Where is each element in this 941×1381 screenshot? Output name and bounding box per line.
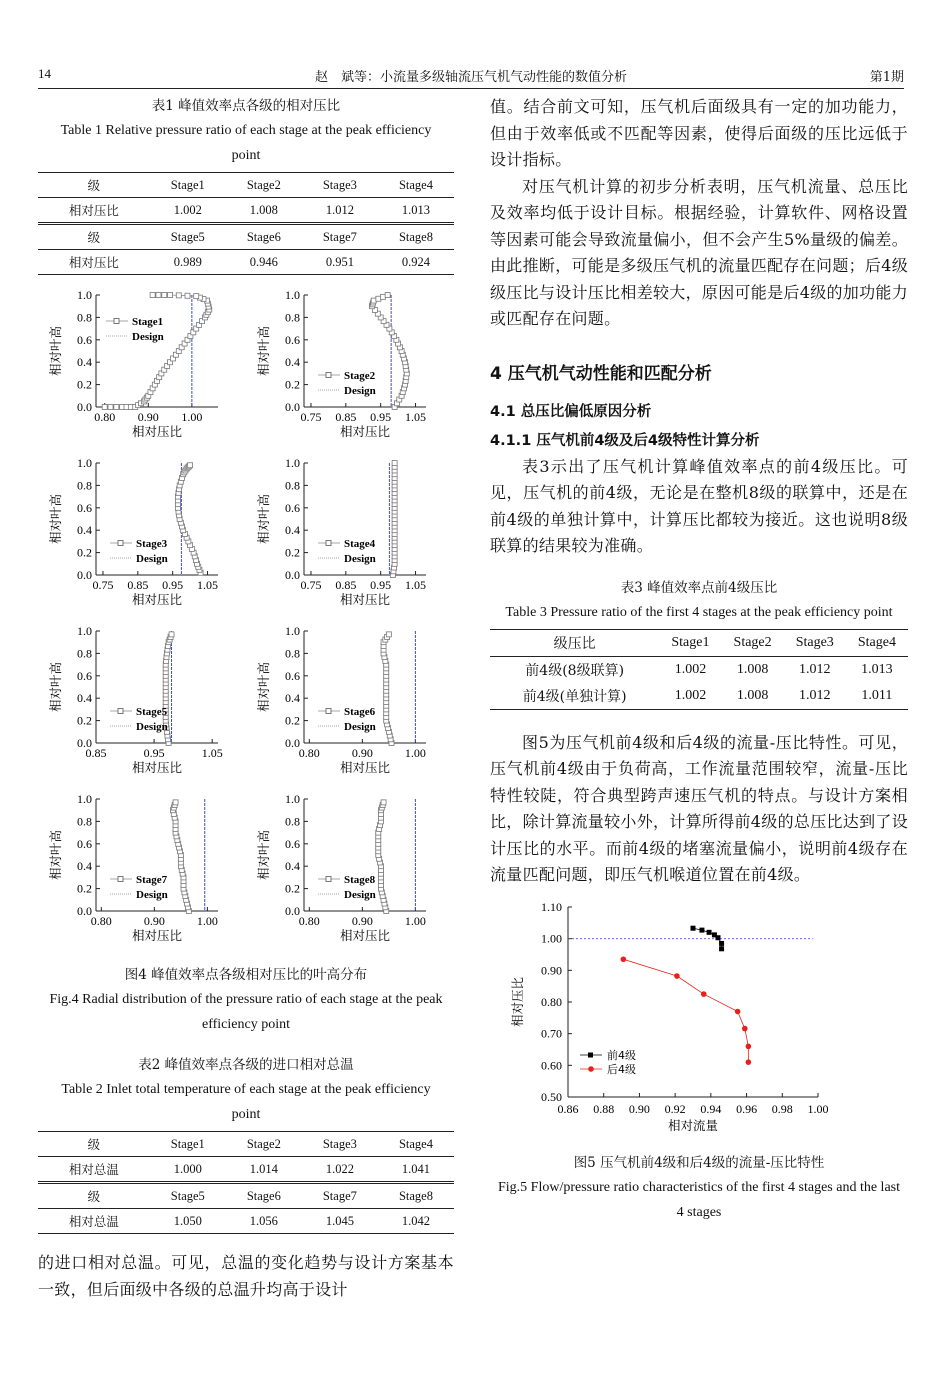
table-cell: 1.002 xyxy=(659,683,721,710)
legend-marker xyxy=(118,709,123,714)
y-axis-label: 相对叶高 xyxy=(48,829,63,881)
x-tick-label: 0.94 xyxy=(700,1101,722,1116)
y-tick-label: 0.2 xyxy=(285,713,300,728)
x-tick-label: 0.92 xyxy=(664,1101,686,1116)
legend-stage-label: Stage7 xyxy=(136,874,168,886)
section-heading-4: 4 压气机气动性能和匹配分析 xyxy=(490,363,712,384)
data-point xyxy=(621,956,627,962)
table-cell: 1.050 xyxy=(150,1209,226,1234)
x-tick-label: 0.90 xyxy=(137,410,159,424)
data-point xyxy=(114,405,119,410)
x-tick-label: 0.90 xyxy=(351,914,373,928)
y-tick-label: 0.4 xyxy=(285,859,300,874)
x-axis-label: 相对压比 xyxy=(339,760,391,775)
y-tick-label: 0.0 xyxy=(285,736,300,750)
y-tick-label: 0.8 xyxy=(285,814,300,829)
x-tick-label: 1.05 xyxy=(197,578,219,592)
table-cell: 相对总温 xyxy=(38,1157,150,1183)
table-cell: 相对压比 xyxy=(38,250,150,275)
data-point xyxy=(156,293,161,298)
y-tick-label: 1.0 xyxy=(285,792,300,806)
y-tick-label: 0.8 xyxy=(285,310,300,325)
legend-marker xyxy=(114,319,119,324)
x-tick-label: 1.05 xyxy=(405,578,427,592)
x-tick-label: 0.80 xyxy=(298,746,320,760)
y-axis-label: 相对叶高 xyxy=(48,325,63,377)
legend-marker xyxy=(326,541,331,546)
table-cell: 0.951 xyxy=(302,250,378,275)
table-row xyxy=(38,1132,454,1157)
table-row xyxy=(38,198,454,224)
legend-design-label: Design xyxy=(136,553,168,565)
legend-label: 前4级 xyxy=(607,1048,636,1062)
y-tick-label: 0.80 xyxy=(541,994,562,1009)
legend-label: 后4级 xyxy=(607,1062,636,1076)
y-tick-label: 0.70 xyxy=(541,1026,562,1041)
y-tick-label: 0.6 xyxy=(285,668,300,683)
legend-design-label: Design xyxy=(344,721,376,733)
table-row xyxy=(38,1183,454,1209)
table-cell: 1.041 xyxy=(378,1157,454,1183)
x-tick-label: 0.85 xyxy=(335,410,357,424)
data-point xyxy=(392,461,397,466)
legend-stage-label: Stage8 xyxy=(344,874,376,886)
stage-chart-1 xyxy=(48,288,218,439)
series-line xyxy=(623,959,748,1062)
x-tick-label: 0.90 xyxy=(143,914,165,928)
x-axis-label: 相对压比 xyxy=(131,760,183,775)
y-tick-label: 0.0 xyxy=(77,736,92,750)
y-tick-label: 0.6 xyxy=(285,332,300,347)
table-cell: 1.012 xyxy=(784,683,846,710)
table-cell: 0.989 xyxy=(150,250,226,275)
x-tick-label: 1.00 xyxy=(807,1101,829,1116)
y-tick-label: 0.4 xyxy=(77,691,92,706)
table1-caption-cn: 表1 峰值效率点各级的相对压比 xyxy=(151,98,341,114)
y-tick-label: 0.60 xyxy=(541,1057,562,1072)
legend-design-label: Design xyxy=(344,889,376,901)
y-tick-label: 0.0 xyxy=(77,400,92,414)
y-tick-label: 1.0 xyxy=(285,456,300,470)
left-column xyxy=(38,94,454,1303)
data-point xyxy=(162,293,167,298)
x-tick-label: 0.88 xyxy=(593,1101,615,1116)
y-tick-label: 0.4 xyxy=(77,523,92,538)
table-cell: Stage7 xyxy=(302,224,378,250)
running-header xyxy=(38,64,904,84)
table-cell: 级压比 xyxy=(490,629,659,656)
data-point xyxy=(735,1008,741,1014)
table-cell: Stage4 xyxy=(378,1132,454,1157)
fig5-caption-cn: 图5 压气机前4级和后4级的流量-压比特性 xyxy=(573,1154,825,1171)
legend-marker xyxy=(118,877,123,882)
subsection-heading-4-1-1: 4.1.1 压气机前4级及后4级特性计算分析 xyxy=(490,432,760,449)
x-tick-label: 0.80 xyxy=(90,914,112,928)
table-cell: Stage8 xyxy=(378,224,454,250)
x-axis-label: 相对压比 xyxy=(131,928,183,943)
table-cell: Stage7 xyxy=(302,1183,378,1209)
table-row xyxy=(38,1209,454,1234)
data-point xyxy=(173,800,178,805)
table-cell: Stage1 xyxy=(150,173,226,198)
paragraph-analysis: 对压气机计算的初步分析表明，压气机流量、总压比及效率均低于设计目标。根据经验，计算软件、网格设置等因素可能会导致流量偏小，但不会产生5%量级的偏差。由此推断，可能是多级压气机的流量匹配存在问题；后4级级压比与设计压比相差较大，原因可能是后4级的加功能力或匹配存在问题。 xyxy=(490,176,908,328)
x-tick-label: 0.90 xyxy=(628,1101,650,1116)
y-tick-label: 1.0 xyxy=(285,624,300,638)
table-cell: 1.042 xyxy=(378,1209,454,1234)
x-tick-label: 0.85 xyxy=(85,746,107,760)
table2-caption-en: Table 2 Inlet total temperature of each stage at the peak efficiency point xyxy=(61,1082,431,1122)
table-cell: 级 xyxy=(38,224,150,250)
table-cell: 1.012 xyxy=(302,198,378,224)
y-tick-label: 0.6 xyxy=(77,668,92,683)
data-point xyxy=(168,293,173,298)
legend-marker xyxy=(588,1052,593,1057)
legend-design-label: Design xyxy=(136,721,168,733)
y-tick-label: 0.6 xyxy=(77,836,92,851)
table2 xyxy=(38,1131,454,1234)
table1 xyxy=(38,172,454,275)
data-point xyxy=(194,294,199,299)
table-row xyxy=(38,250,454,275)
profile-line xyxy=(105,295,210,407)
x-tick-label: 0.85 xyxy=(335,578,357,592)
x-axis-label: 相对压比 xyxy=(339,928,391,943)
y-tick-label: 1.0 xyxy=(77,792,92,806)
legend-stage-label: Stage3 xyxy=(136,538,168,550)
data-point xyxy=(188,463,193,468)
figure-5-chart xyxy=(490,899,908,1147)
table-cell: Stage2 xyxy=(226,1132,302,1157)
table-cell: 0.924 xyxy=(378,250,454,275)
table-cell: Stage6 xyxy=(226,224,302,250)
data-point xyxy=(108,405,113,410)
stage-chart-4 xyxy=(256,456,426,607)
legend-design-label: Design xyxy=(136,889,168,901)
data-point xyxy=(707,929,712,934)
data-point xyxy=(185,293,190,298)
x-tick-label: 0.86 xyxy=(557,1101,579,1116)
data-point xyxy=(746,1043,752,1049)
y-tick-label: 0.8 xyxy=(77,814,92,829)
x-tick-label: 0.80 xyxy=(94,410,116,424)
stage-chart-3 xyxy=(48,456,218,607)
data-point xyxy=(742,1025,748,1031)
legend-design-label: Design xyxy=(132,331,164,343)
y-axis-label: 相对叶高 xyxy=(256,493,271,545)
legend-marker xyxy=(118,541,123,546)
y-tick-label: 0.8 xyxy=(285,478,300,493)
table-cell: 1.012 xyxy=(784,656,846,683)
legend-stage-label: Stage4 xyxy=(344,538,376,550)
table-cell: 1.008 xyxy=(226,198,302,224)
data-point xyxy=(176,293,181,298)
x-tick-label: 0.80 xyxy=(298,914,320,928)
running-title: 赵 斌等：小流量多级轴流压气机气动性能的数值分析 xyxy=(314,70,627,85)
paragraph-fig5-intro: 图5为压气机前4级和后4级的流量-压比特性。可见，压气机前4级由于负荷高，工作流量范围较窄，流量-压比特性较陡，符合典型跨声速压气机的特点。与设计方案相比，除计算流量较小外，计算所得前4级的总压比达到了设计压比的水平。而前4级的堵塞流量偏小，说明前4级存在流量匹配问题，即压气机喉道位置在前4级。 xyxy=(490,732,908,884)
y-tick-label: 1.00 xyxy=(541,931,562,946)
table1-caption-en: Table 1 Relative pressure ratio of each stage at the peak efficiency point xyxy=(60,123,432,163)
y-tick-label: 0.4 xyxy=(77,859,92,874)
table-cell: 级 xyxy=(38,1183,150,1209)
x-tick-label: 0.75 xyxy=(300,410,322,424)
stage-chart-6 xyxy=(256,624,426,775)
legend-marker xyxy=(326,709,331,714)
table-cell: Stage4 xyxy=(378,173,454,198)
x-tick-label: 0.96 xyxy=(736,1101,758,1116)
y-tick-label: 1.0 xyxy=(77,456,92,470)
paragraph-continued: 值。结合前文可知，压气机后面级具有一定的加功能力，但由于效率低或不匹配等因素，使得后面级的压比远低于设计指标。 xyxy=(490,97,908,169)
table-row xyxy=(38,173,454,198)
legend-marker xyxy=(588,1066,594,1072)
table-cell: Stage3 xyxy=(784,629,846,656)
x-tick-label: 0.90 xyxy=(351,746,373,760)
table-cell: 1.013 xyxy=(846,656,908,683)
right-column xyxy=(490,94,908,1225)
y-tick-label: 0.0 xyxy=(285,568,300,582)
x-tick-label: 0.75 xyxy=(92,578,114,592)
y-tick-label: 1.0 xyxy=(77,624,92,638)
y-tick-label: 0.2 xyxy=(285,377,300,392)
y-tick-label: 0.2 xyxy=(77,545,92,560)
table-cell: 1.022 xyxy=(302,1157,378,1183)
x-tick-label: 1.00 xyxy=(404,914,426,928)
data-point xyxy=(699,927,704,932)
x-axis-label: 相对压比 xyxy=(339,424,391,439)
data-point xyxy=(691,925,696,930)
figure-4-grid xyxy=(38,285,454,965)
y-axis-label: 相对叶高 xyxy=(256,661,271,713)
table2-caption-cn: 表2 峰值效率点各级的进口相对总温 xyxy=(138,1057,354,1073)
y-axis-label: 相对叶高 xyxy=(48,661,63,713)
table-cell: 相对压比 xyxy=(38,198,150,224)
y-axis-label: 相对压比 xyxy=(510,976,525,1027)
x-tick-label: 1.05 xyxy=(405,410,427,424)
y-tick-label: 0.8 xyxy=(285,646,300,661)
x-tick-label: 0.95 xyxy=(162,578,184,592)
data-point xyxy=(719,940,724,945)
legend-stage-label: Stage6 xyxy=(344,706,376,718)
data-point xyxy=(716,935,721,940)
y-axis-label: 相对叶高 xyxy=(256,829,271,881)
table-cell: 相对总温 xyxy=(38,1209,150,1234)
subsection-heading-4-1: 4.1 总压比偏低原因分析 xyxy=(490,403,652,420)
y-tick-label: 0.0 xyxy=(285,904,300,918)
x-axis-label: 相对压比 xyxy=(131,592,183,607)
y-tick-label: 0.6 xyxy=(285,836,300,851)
data-point xyxy=(674,973,680,979)
y-tick-label: 0.8 xyxy=(77,310,92,325)
table-row xyxy=(490,656,908,683)
table-cell: 前4级(8级联算) xyxy=(490,656,659,683)
data-point xyxy=(385,293,390,298)
y-tick-label: 0.0 xyxy=(77,904,92,918)
table3-caption-en: Table 3 Pressure ratio of the first 4 stages at the peak efficiency point xyxy=(505,604,893,620)
stage-chart-7 xyxy=(48,792,218,943)
flow-pressure-chart xyxy=(510,900,829,1133)
table-cell: 级 xyxy=(38,173,150,198)
y-axis-label: 相对叶高 xyxy=(48,493,63,545)
table-row xyxy=(38,1157,454,1183)
legend-stage-label: Stage1 xyxy=(132,316,164,328)
table-cell: 1.014 xyxy=(226,1157,302,1183)
y-tick-label: 0.8 xyxy=(77,478,92,493)
y-tick-label: 0.90 xyxy=(541,962,562,977)
y-tick-label: 0.6 xyxy=(77,332,92,347)
table-cell: 1.008 xyxy=(722,683,784,710)
table-cell: 1.000 xyxy=(150,1157,226,1183)
legend-design-label: Design xyxy=(344,385,376,397)
table-cell: 1.011 xyxy=(846,683,908,710)
x-axis-label: 相对压比 xyxy=(131,424,183,439)
y-tick-label: 0.2 xyxy=(77,377,92,392)
x-axis-label: 相对流量 xyxy=(667,1117,719,1133)
y-tick-label: 0.2 xyxy=(285,881,300,896)
table-row xyxy=(490,629,908,656)
data-point xyxy=(701,991,707,997)
table-cell: Stage5 xyxy=(150,1183,226,1209)
data-point xyxy=(102,405,107,410)
table-cell: 1.008 xyxy=(722,656,784,683)
y-tick-label: 0.6 xyxy=(77,500,92,515)
x-tick-label: 0.75 xyxy=(300,578,322,592)
y-tick-label: 1.10 xyxy=(541,899,562,914)
legend-design-label: Design xyxy=(344,553,376,565)
table-cell: 1.002 xyxy=(150,198,226,224)
table-cell: 1.045 xyxy=(302,1209,378,1234)
stage-chart-5 xyxy=(48,624,223,775)
paragraph-table3-intro: 表3示出了压气机计算峰值效率点的前4级压比。可见，压气机的前4级，无论是在整机8级的联算中，还是在前4级的单独计算中，计算压比都较为接近。这也说明8级联算的结果较为准确。 xyxy=(490,456,908,555)
y-tick-label: 0.2 xyxy=(77,713,92,728)
table-cell: 1.056 xyxy=(226,1209,302,1234)
table-cell: Stage1 xyxy=(150,1132,226,1157)
data-point xyxy=(386,632,391,637)
table-cell: 级 xyxy=(38,1132,150,1157)
data-point xyxy=(381,800,386,805)
y-tick-label: 0.4 xyxy=(285,355,300,370)
x-tick-label: 1.00 xyxy=(404,746,426,760)
y-tick-label: 0.6 xyxy=(285,500,300,515)
data-point xyxy=(169,632,174,637)
table-cell: Stage1 xyxy=(659,629,721,656)
data-point xyxy=(746,1059,752,1065)
x-tick-label: 1.05 xyxy=(201,746,223,760)
table-cell: Stage6 xyxy=(226,1183,302,1209)
fig4-caption-en: Fig.4 Radial distribution of the pressure ratio of each stage at the peak efficiency point xyxy=(49,992,443,1032)
table-row xyxy=(38,224,454,250)
table-cell: Stage3 xyxy=(302,1132,378,1157)
table-cell: 0.946 xyxy=(226,250,302,275)
x-tick-label: 0.95 xyxy=(143,746,165,760)
y-tick-label: 0.4 xyxy=(285,691,300,706)
page-number: 14 xyxy=(38,66,51,81)
table-cell: Stage4 xyxy=(846,629,908,656)
y-axis-label: 相对叶高 xyxy=(256,325,271,377)
y-tick-label: 0.4 xyxy=(77,355,92,370)
table-cell: 1.002 xyxy=(659,656,721,683)
legend-marker xyxy=(326,877,331,882)
x-tick-label: 0.95 xyxy=(370,578,392,592)
y-tick-label: 1.0 xyxy=(285,288,300,302)
stage-chart-2 xyxy=(256,288,426,439)
table-cell: Stage2 xyxy=(722,629,784,656)
left-tail-paragraph: 的进口相对总温。可见，总温的变化趋势与设计方案基本一致，但后面级中各级的总温升均高于设计 xyxy=(38,1253,454,1299)
y-tick-label: 0.2 xyxy=(285,545,300,560)
table-row xyxy=(490,683,908,710)
x-tick-label: 0.85 xyxy=(127,578,149,592)
table3-caption-cn: 表3 峰值效率点前4级压比 xyxy=(620,579,778,596)
table-cell: Stage2 xyxy=(226,173,302,198)
x-tick-label: 1.00 xyxy=(196,914,218,928)
y-tick-label: 0.8 xyxy=(77,646,92,661)
y-tick-label: 0.2 xyxy=(77,881,92,896)
legend-stage-label: Stage5 xyxy=(136,706,168,718)
issue-number: 第1期 xyxy=(869,70,904,85)
fig5-caption-en: Fig.5 Flow/pressure ratio characteristics of the first 4 stages and the last 4 stages xyxy=(497,1179,900,1220)
y-tick-label: 0.0 xyxy=(285,400,300,414)
y-tick-label: 0.4 xyxy=(285,523,300,538)
stage-chart-8 xyxy=(256,792,426,943)
table-cell: Stage3 xyxy=(302,173,378,198)
header-rule xyxy=(38,88,904,89)
table-cell: Stage8 xyxy=(378,1183,454,1209)
x-tick-label: 1.00 xyxy=(181,410,203,424)
x-tick-label: 0.95 xyxy=(370,410,392,424)
data-point xyxy=(719,946,724,951)
x-tick-label: 0.98 xyxy=(771,1101,793,1116)
table-cell: Stage5 xyxy=(150,224,226,250)
data-point xyxy=(150,293,155,298)
x-axis-label: 相对压比 xyxy=(339,592,391,607)
table-cell: 1.013 xyxy=(378,198,454,224)
table3 xyxy=(490,629,908,710)
legend-stage-label: Stage2 xyxy=(344,370,376,382)
y-tick-label: 0.0 xyxy=(77,568,92,582)
y-tick-label: 1.0 xyxy=(77,288,92,302)
table-cell: 前4级(单独计算) xyxy=(490,683,659,710)
y-tick-label: 0.50 xyxy=(541,1089,562,1104)
fig4-caption-cn: 图4 峰值效率点各级相对压比的叶高分布 xyxy=(124,967,368,983)
legend-marker xyxy=(326,373,331,378)
